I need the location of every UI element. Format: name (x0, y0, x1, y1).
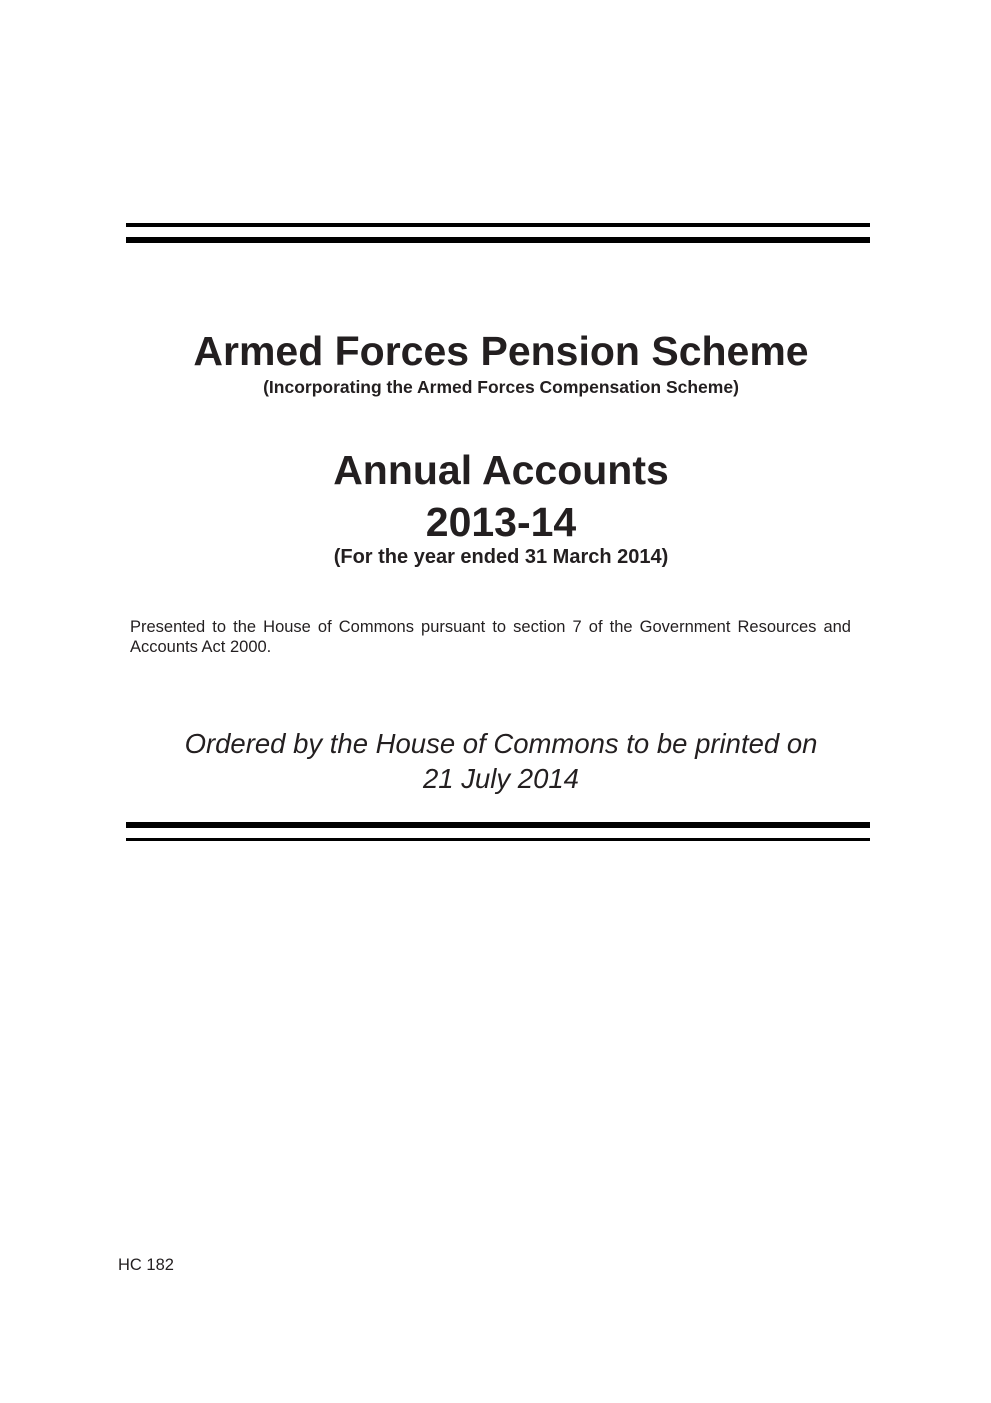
document-title: Armed Forces Pension Scheme (193, 328, 809, 374)
document-subtitle: (Incorporating the Armed Forces Compensation Scheme) (263, 377, 739, 397)
top-thin-rule (126, 223, 870, 227)
bottom-thin-rule (126, 838, 870, 841)
bottom-thick-rule (126, 822, 870, 828)
accounts-period: (For the year ended 31 March 2014) (333, 546, 669, 568)
presented-statement: Presented to the House of Commons pursuant to section 7 of the Government Resources and Accounts Act 2000. (130, 618, 851, 656)
ordered-line-2: 21 July 2014 (423, 763, 579, 794)
ordered-line-1: Ordered by the House of Commons to be printed on (184, 728, 818, 759)
hc-number: HC 182 (118, 1256, 174, 1274)
accounts-heading: Annual Accounts (333, 447, 669, 493)
top-thick-rule (126, 237, 870, 243)
accounts-year: 2013-14 (425, 499, 577, 545)
